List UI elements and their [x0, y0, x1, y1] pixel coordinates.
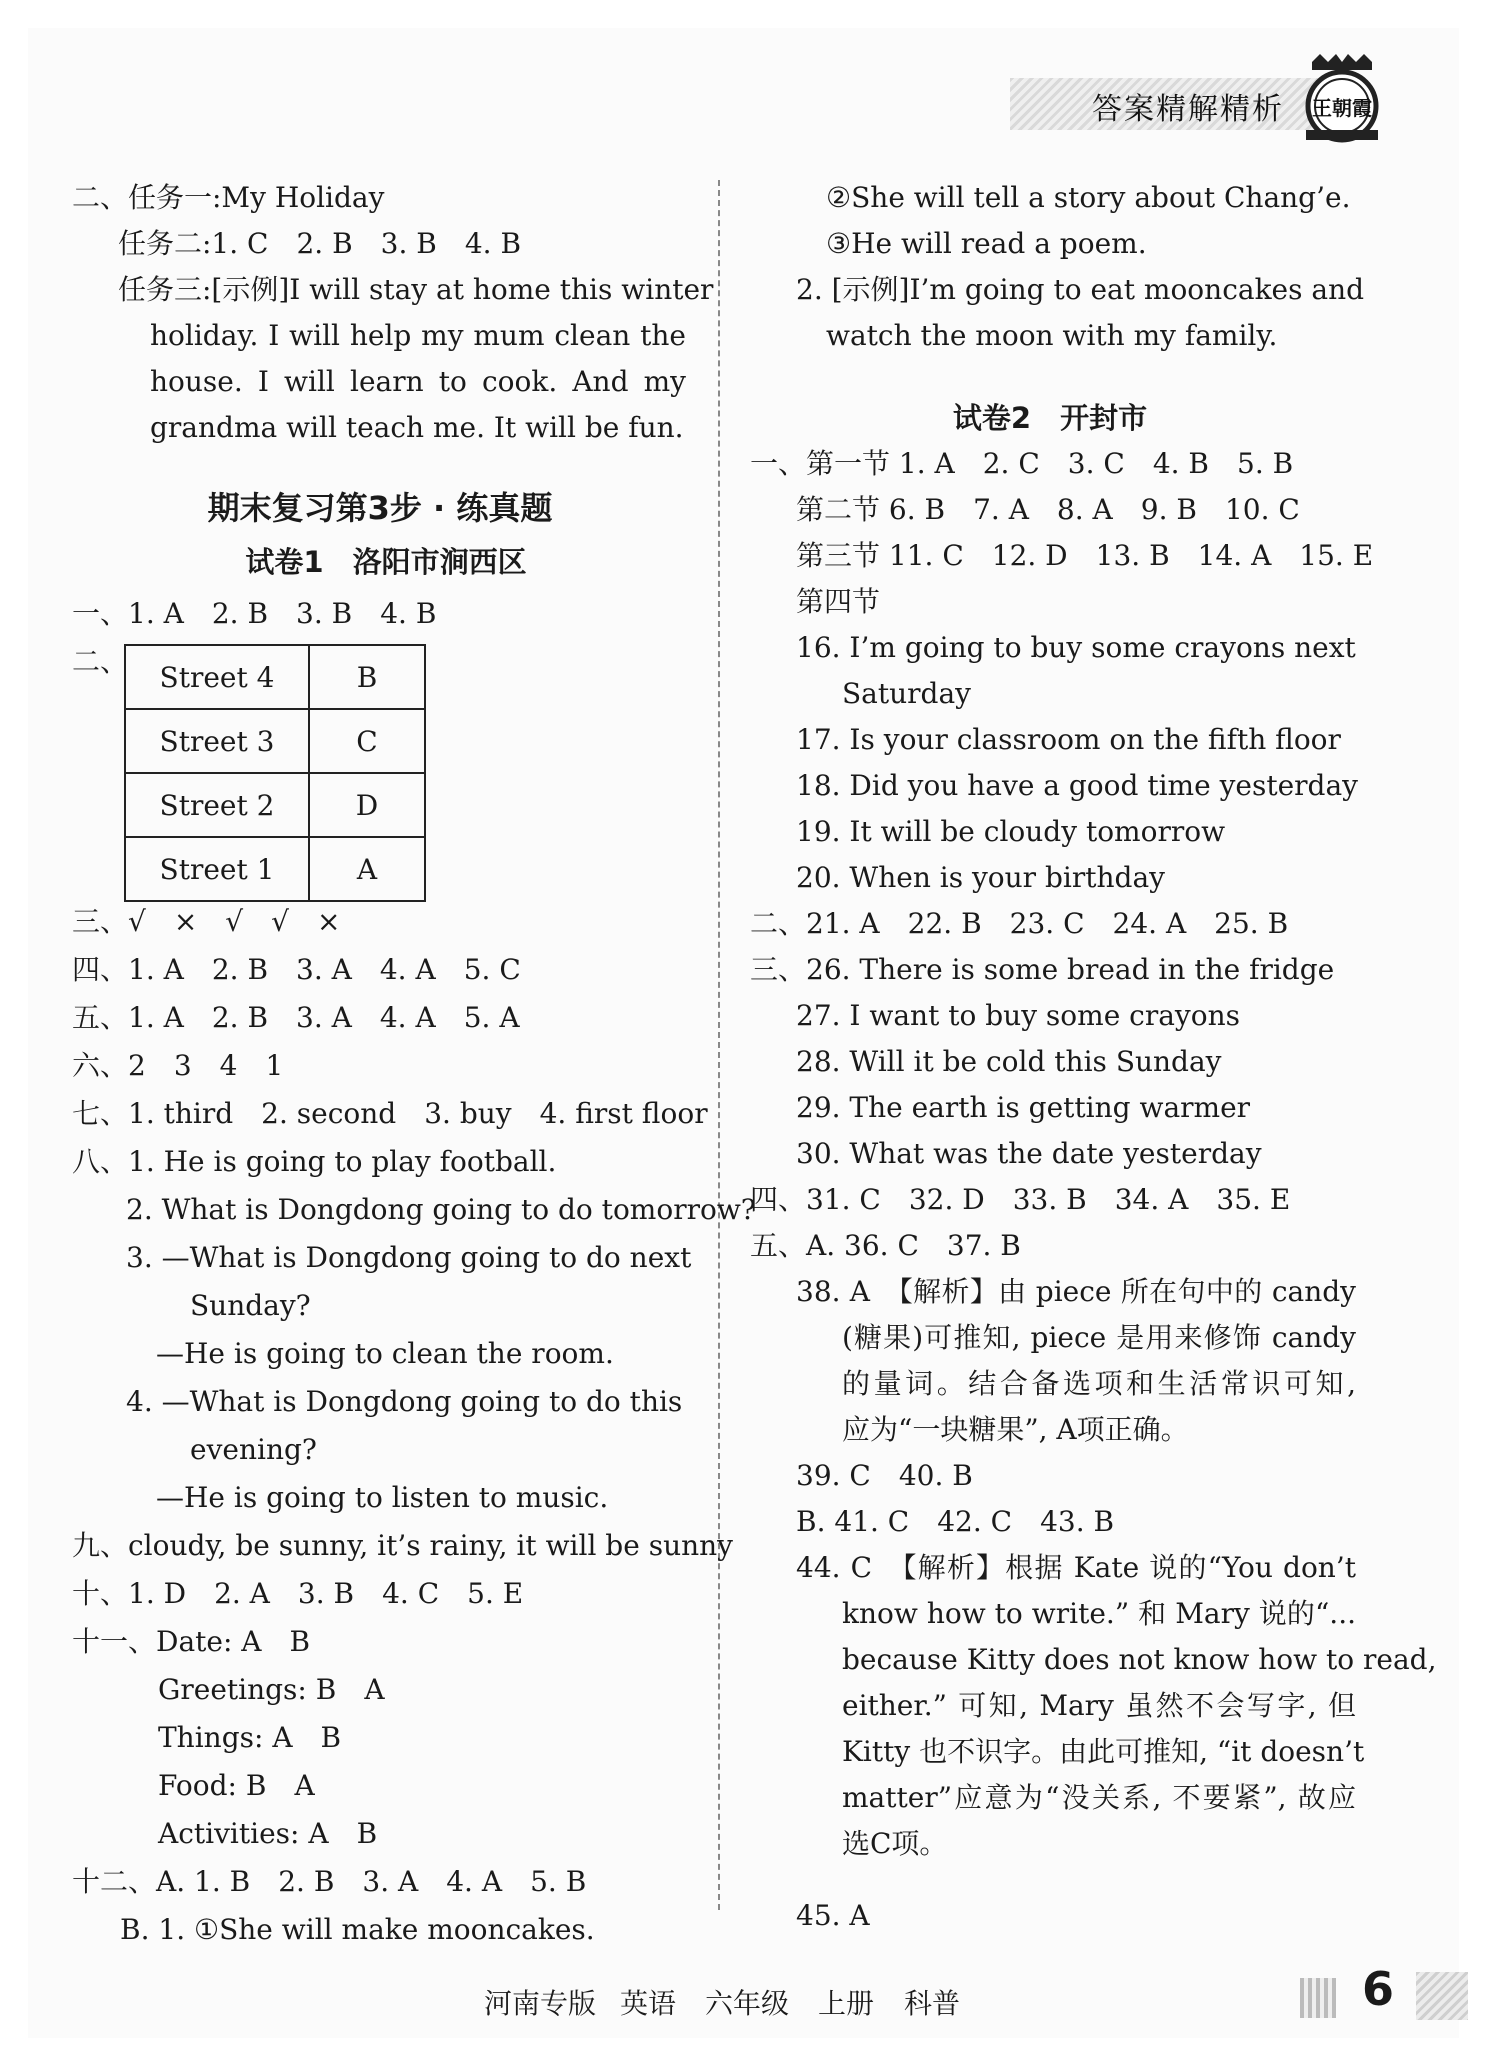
- answer-line: Greetings: B A: [158, 1673, 385, 1706]
- explanation-line: Kitty 也不识字。由此可推知, “it doesn’t: [842, 1735, 1365, 1768]
- answer-line: 十二、A. 1. B 2. B 3. A 4. A 5. B: [72, 1865, 587, 1898]
- answer-line: 3. —What is Dongdong going to do next: [126, 1241, 692, 1274]
- answer-line: 2. What is Dongdong going to do tomorrow?: [126, 1193, 756, 1226]
- explanation-line: either.” 可知, Mary 虽然不会写字, 但: [842, 1689, 1356, 1722]
- table-cell: C: [309, 709, 425, 773]
- footer-edition: 河南专版: [484, 1987, 597, 2020]
- answer-line: 第二节 6. B 7. A 8. A 9. B 10. C: [796, 493, 1300, 526]
- answer-line: 16. I’m going to buy some crayons next: [796, 631, 1356, 664]
- answer-line: 十、1. D 2. A 3. B 4. C 5. E: [72, 1577, 524, 1610]
- logo-text: 王朝霞: [1312, 96, 1372, 120]
- answer-line: 五、1. A 2. B 3. A 4. A 5. A: [72, 1001, 520, 1034]
- answer-line: Things: A B: [158, 1721, 342, 1754]
- table-cell: Street 2: [125, 773, 309, 837]
- table-cell: D: [309, 773, 425, 837]
- answer-line: 27. I want to buy some crayons: [796, 999, 1241, 1032]
- task3-line: grandma will teach me. It will be fun.: [150, 411, 684, 444]
- table-cell: Street 3: [125, 709, 309, 773]
- paper2-title: 试卷2 开封市: [952, 401, 1148, 435]
- table-row: [125, 773, 425, 837]
- table-row: [125, 837, 425, 901]
- answer-line: 十一、Date: A B: [72, 1625, 311, 1658]
- explanation-line: 的量词。结合备选项和生活常识可知,: [842, 1367, 1356, 1400]
- page-number-band: [1416, 1972, 1468, 2020]
- answer-line: 一、第一节 1. A 2. C 3. C 4. B 5. B: [750, 447, 1294, 480]
- answer-line: 七、1. third 2. second 3. buy 4. first floor: [72, 1097, 708, 1130]
- footer-subject: 英语: [620, 1987, 677, 2020]
- answer-line: —He is going to clean the room.: [156, 1337, 614, 1370]
- answer-line: 一、1. A 2. B 3. B 4. B: [72, 597, 437, 630]
- answer-line: B. 41. C 42. C 43. B: [796, 1505, 1115, 1538]
- task1-line: 二、任务一:My Holiday: [72, 181, 385, 214]
- explanation-line: 选C项。: [842, 1827, 948, 1860]
- answer-label: 二、: [72, 645, 129, 678]
- answer-line: 三、√ × √ √ ×: [72, 905, 341, 938]
- answer-line: 17. Is your classroom on the fifth floor: [796, 723, 1341, 756]
- task3-line: holiday. I will help my mum clean the: [150, 319, 686, 352]
- explanation-line: because Kitty does not know how to read,: [842, 1643, 1437, 1676]
- task3-line: house. I will learn to cook. And my: [150, 365, 686, 398]
- table-cell: A: [309, 837, 425, 901]
- answer-line: 18. Did you have a good time yesterday: [796, 769, 1358, 802]
- answer-line: 28. Will it be cold this Sunday: [796, 1045, 1222, 1078]
- answer-line: 二、21. A 22. B 23. C 24. A 25. B: [750, 907, 1289, 940]
- answer-line: Activities: A B: [158, 1817, 378, 1850]
- answer-line: 39. C 40. B: [796, 1459, 973, 1492]
- answer-line: evening?: [190, 1433, 317, 1466]
- table-row: [125, 709, 425, 773]
- explanation-line: 38. A 【解析】由 piece 所在句中的 candy: [796, 1275, 1356, 1308]
- answer-line: ③He will read a poem.: [826, 227, 1147, 260]
- answer-line: 30. What was the date yesterday: [796, 1137, 1262, 1170]
- answer-line: 2. [示例]I’m going to eat mooncakes and: [796, 273, 1365, 306]
- explanation-line: know how to write.” 和 Mary 说的“...: [842, 1597, 1356, 1630]
- logo-icon: [1300, 52, 1384, 148]
- task3-line: 任务三:[示例]I will stay at home this winter: [118, 273, 714, 306]
- table-cell: Street 1: [125, 837, 309, 901]
- explanation-line: 44. C 【解析】根据 Kate 说的“You don’t: [796, 1551, 1356, 1584]
- footer-volume: 上册: [818, 1987, 875, 2020]
- answer-line: B. 1. ①She will make mooncakes.: [120, 1913, 595, 1946]
- answer-line: 九、cloudy, be sunny, it’s rainy, it will be sunny: [72, 1529, 733, 1562]
- answer-line: ②She will tell a story about Chang’e.: [826, 181, 1351, 214]
- answer-line: 四、1. A 2. B 3. A 4. A 5. C: [72, 953, 521, 986]
- answer-line: Saturday: [842, 677, 971, 710]
- explanation-line: 应为“一块糖果”, A项正确。: [842, 1413, 1189, 1446]
- qr-icon: [1300, 1978, 1336, 2018]
- header-title: 答案精解精析: [1092, 92, 1284, 127]
- table-cell: B: [309, 645, 425, 709]
- answer-line: 19. It will be cloudy tomorrow: [796, 815, 1226, 848]
- table-cell: Street 4: [125, 645, 309, 709]
- answer-line: 第四节: [796, 585, 881, 618]
- street-table: [124, 644, 426, 902]
- answer-line: 29. The earth is getting warmer: [796, 1091, 1251, 1124]
- answer-line: 45. A: [796, 1899, 870, 1932]
- footer-grade: 六年级: [705, 1987, 790, 2020]
- explanation-line: matter”应意为“没关系, 不要紧”, 故应: [842, 1781, 1356, 1814]
- answer-line: 八、1. He is going to play football.: [72, 1145, 557, 1178]
- answer-line: 四、31. C 32. D 33. B 34. A 35. E: [750, 1183, 1291, 1216]
- answer-line: 20. When is your birthday: [796, 861, 1165, 894]
- column-divider: [718, 180, 720, 1910]
- section-title: 期末复习第3步 · 练真题: [207, 489, 553, 527]
- explanation-line: (糖果)可推知, piece 是用来修饰 candy: [842, 1321, 1356, 1354]
- answer-line: 六、2 3 4 1: [72, 1049, 284, 1082]
- table-row: [125, 645, 425, 709]
- footer-publisher: 科普: [904, 1987, 961, 2020]
- answer-line: —He is going to listen to music.: [156, 1481, 609, 1514]
- answer-line: 第三节 11. C 12. D 13. B 14. A 15. E: [796, 539, 1374, 572]
- answer-line: watch the moon with my family.: [826, 319, 1278, 352]
- answer-line: Food: B A: [158, 1769, 315, 1802]
- task2-line: 任务二:1. C 2. B 3. B 4. B: [118, 227, 522, 260]
- answer-line: 4. —What is Dongdong going to do this: [126, 1385, 683, 1418]
- paper1-title: 试卷1 洛阳市涧西区: [245, 545, 527, 579]
- answer-line: Sunday?: [190, 1289, 311, 1322]
- answer-line: 三、26. There is some bread in the fridge: [750, 953, 1335, 986]
- page-number: 6: [1362, 1962, 1395, 2016]
- answer-line: 五、A. 36. C 37. B: [750, 1229, 1021, 1262]
